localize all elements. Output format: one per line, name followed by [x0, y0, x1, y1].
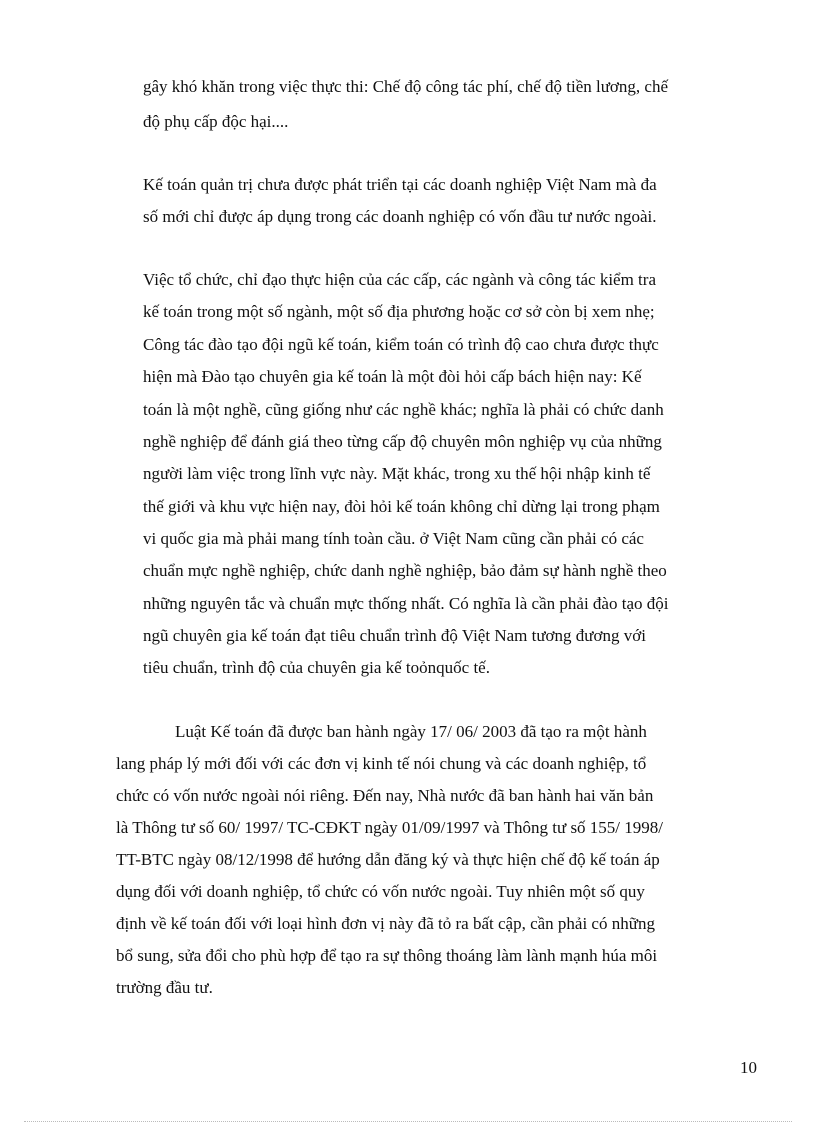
text-line: toán là một nghề, cũng giống như các nghề khác; nghĩa là phải có chức danh — [143, 400, 664, 419]
text-line: hiện mà Đào tạo chuyên gia kế toán là một đòi hỏi cấp bách hiện nay: Kế — [143, 367, 642, 386]
text-line: TT-BTC ngày 08/12/1998 để hướng dẫn đăng ký và thực hiện chế độ kế toán áp — [116, 850, 660, 869]
text-line: Kế toán quản trị chưa được phát triển tại các doanh nghiệp Việt Nam mà đa — [143, 175, 657, 194]
text-line: tiêu chuẩn, trình độ của chuyên gia kế toỏnquốc tế. — [143, 658, 490, 677]
text-line: chức có vốn nước ngoài nói riêng. Đến nay, Nhà nước đã ban hành hai văn bản — [116, 786, 654, 805]
page-number: 10 — [740, 1058, 757, 1077]
text-line: vi quốc gia mà phải mang tính toàn cầu. ở Việt Nam cũng cần phải có các — [143, 529, 644, 548]
text-line: Việc tổ chức, chỉ đạo thực hiện của các cấp, các ngành và công tác kiểm tra — [143, 270, 656, 289]
text-line: gây khó khăn trong việc thực thi: Chế độ công tác phí, chế độ tiền lương, chế — [143, 77, 669, 96]
text-line: định về kế toán đối với loại hình đơn vị này đã tỏ ra bất cập, cần phải có những — [116, 914, 655, 933]
text-line: kế toán trong một số ngành, một số địa phương hoặc cơ sở còn bị xem nhẹ; — [143, 302, 655, 321]
text-line: thế giới và khu vực hiện nay, đòi hỏi kế toán không chỉ dừng lại trong phạm — [143, 497, 660, 516]
text-line: Công tác đào tạo đội ngũ kế toán, kiểm toán có trình độ cao chưa được thực — [143, 335, 659, 354]
text-line: số mới chỉ được áp dụng trong các doanh nghiệp có vốn đầu tư nước ngoài. — [143, 207, 657, 226]
text-line: là Thông tư số 60/ 1997/ TC-CĐKT ngày 01/09/1997 và Thông tư số 155/ 1998/ — [116, 818, 664, 837]
page-bottom-divider — [24, 1121, 792, 1122]
text-line: ngũ chuyên gia kế toán đạt tiêu chuẩn trình độ Việt Nam tương đương với — [143, 626, 646, 645]
text-line: chuẩn mực nghề nghiệp, chức danh nghề nghiệp, bảo đảm sự hành nghề theo — [143, 561, 667, 580]
text-line: nghề nghiệp để đánh giá theo từng cấp độ chuyên môn nghiệp vụ của những — [143, 432, 662, 451]
text-line: dụng đối với doanh nghiệp, tổ chức có vốn nước ngoài. Tuy nhiên một số quy — [116, 882, 645, 901]
text-line: bổ sung, sửa đổi cho phù hợp để tạo ra sự thông thoáng làm lành mạnh húa môi — [116, 946, 658, 965]
text-line: trường đầu tư. — [116, 978, 213, 997]
text-line: độ phụ cấp độc hại.... — [143, 112, 289, 131]
text-line: Luật Kế toán đã được ban hành ngày 17/ 06/ 2003 đã tạo ra một hành — [175, 722, 647, 741]
text-line: người làm việc trong lĩnh vực này. Mặt khác, trong xu thế hội nhập kinh tế — [143, 464, 651, 483]
text-line: những nguyên tắc và chuẩn mực thống nhất. Có nghĩa là cần phải đào tạo đội — [143, 594, 669, 613]
text-line: lang pháp lý mới đối với các đơn vị kinh tế nói chung và các doanh nghiệp, tổ — [116, 754, 647, 773]
